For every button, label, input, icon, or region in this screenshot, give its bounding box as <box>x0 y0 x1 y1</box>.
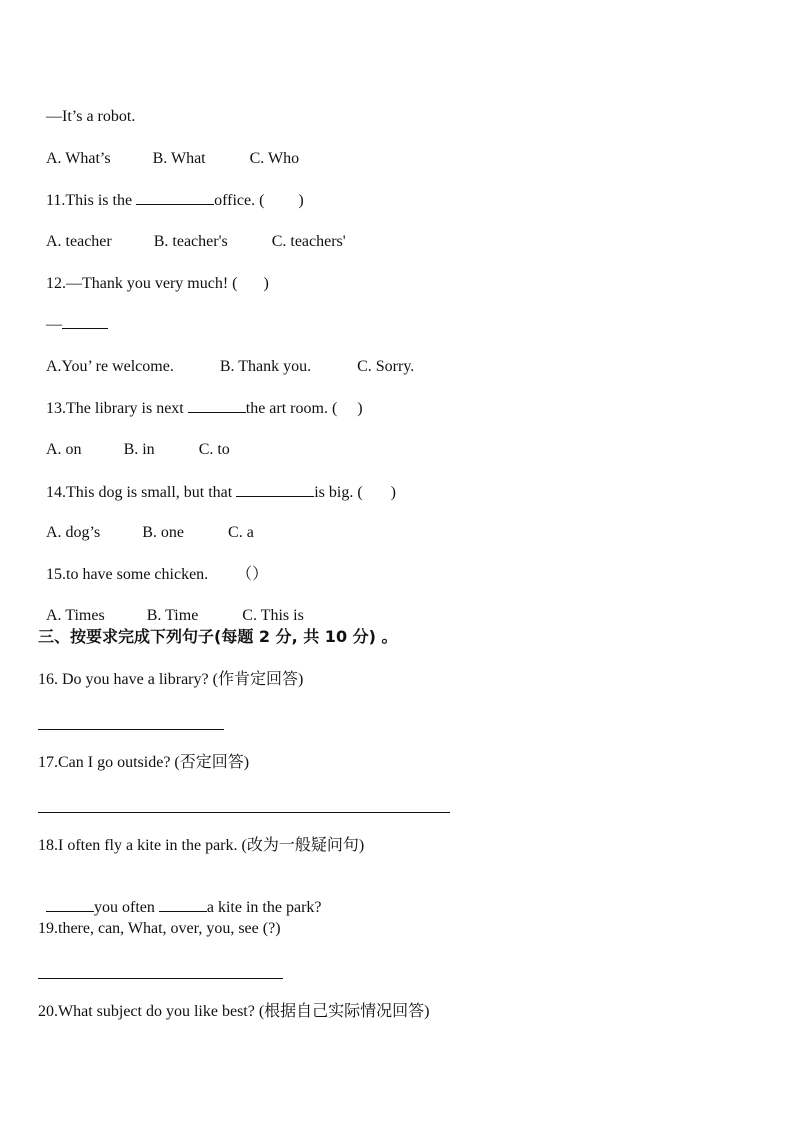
answer-line <box>38 87 135 127</box>
question-15-text: 15.to have some chicken. <box>46 566 209 583</box>
answer-line-19[interactable] <box>38 978 283 979</box>
question-11-pre: 11.This is the <box>46 192 137 209</box>
options-row <box>38 503 254 543</box>
question-18-mid: you often <box>94 899 159 916</box>
fill-blank[interactable] <box>159 897 207 912</box>
option-a[interactable]: A. Times <box>46 607 105 624</box>
question-13 <box>38 378 363 419</box>
question-14 <box>38 462 396 503</box>
question-17: 17.Can I go outside? (否定回答) <box>38 754 250 771</box>
question-11-post: office. ( <box>214 192 265 209</box>
option-c[interactable]: C. teachers' <box>271 233 346 250</box>
options-row <box>38 420 230 460</box>
fill-blank[interactable] <box>46 897 94 912</box>
question-14-post: is big. ( <box>314 484 363 501</box>
option-b[interactable]: B. Thank you. <box>219 358 312 375</box>
section-title: 三、按要求完成下列句子(每题 2 分, 共 10 分) 。 <box>38 627 398 646</box>
option-c[interactable]: C. a <box>228 524 254 541</box>
answer-line-16[interactable] <box>38 729 224 730</box>
answer-text: —It’s a robot. <box>46 108 136 125</box>
question-15-paren: （） <box>236 566 269 583</box>
question-12-paren: ) <box>263 275 269 292</box>
question-14-pre: 14.This dog is small, but that <box>46 484 237 501</box>
reply-dash: — <box>46 316 62 333</box>
option-c[interactable]: C. This is <box>242 607 304 624</box>
question-14-paren: ) <box>390 484 396 501</box>
fill-blank[interactable] <box>236 482 314 497</box>
question-19: 19.there, can, What, over, you, see (?) <box>38 920 281 937</box>
option-c[interactable]: C. Who <box>249 150 300 167</box>
option-b[interactable]: B. in <box>123 441 155 458</box>
question-18-end: a kite in the park? <box>206 899 322 916</box>
option-c[interactable]: C. to <box>198 441 230 458</box>
option-b[interactable]: B. What <box>152 150 206 167</box>
question-12 <box>38 254 269 294</box>
option-a[interactable]: A. teacher <box>46 233 112 250</box>
question-20: 20.What subject do you like best? (根据自己实际情况回答) <box>38 1003 430 1020</box>
fill-blank[interactable] <box>136 190 214 205</box>
option-c[interactable]: C. Sorry. <box>357 358 415 375</box>
options-row <box>38 129 299 169</box>
question-18-fill <box>38 877 322 918</box>
question-13-pre: 13.The library is next <box>46 400 188 417</box>
options-row <box>38 586 304 626</box>
fill-blank[interactable] <box>188 398 246 413</box>
question-16: 16. Do you have a library? (作肯定回答) <box>38 671 304 688</box>
option-a[interactable]: A.You’ re welcome. <box>46 358 174 375</box>
option-a[interactable]: A. What’s <box>46 150 111 167</box>
option-b[interactable]: B. one <box>142 524 185 541</box>
question-13-paren: ) <box>357 400 363 417</box>
options-row <box>38 337 414 377</box>
option-a[interactable]: A. on <box>46 441 82 458</box>
options-row <box>38 212 346 252</box>
question-12-text: 12.—Thank you very much! ( <box>46 275 238 292</box>
question-18: 18.I often fly a kite in the park. (改为一般疑问句) <box>38 837 365 854</box>
option-a[interactable]: A. dog’s <box>46 524 101 541</box>
question-11 <box>38 170 304 211</box>
question-11-paren: ) <box>298 192 304 209</box>
fill-blank[interactable] <box>62 314 108 329</box>
reply-line <box>38 294 108 335</box>
option-b[interactable]: B. teacher's <box>153 233 228 250</box>
question-13-post: the art room. ( <box>245 400 338 417</box>
option-b[interactable]: B. Time <box>146 607 199 624</box>
answer-line-17[interactable] <box>38 812 450 813</box>
question-15 <box>38 545 268 585</box>
